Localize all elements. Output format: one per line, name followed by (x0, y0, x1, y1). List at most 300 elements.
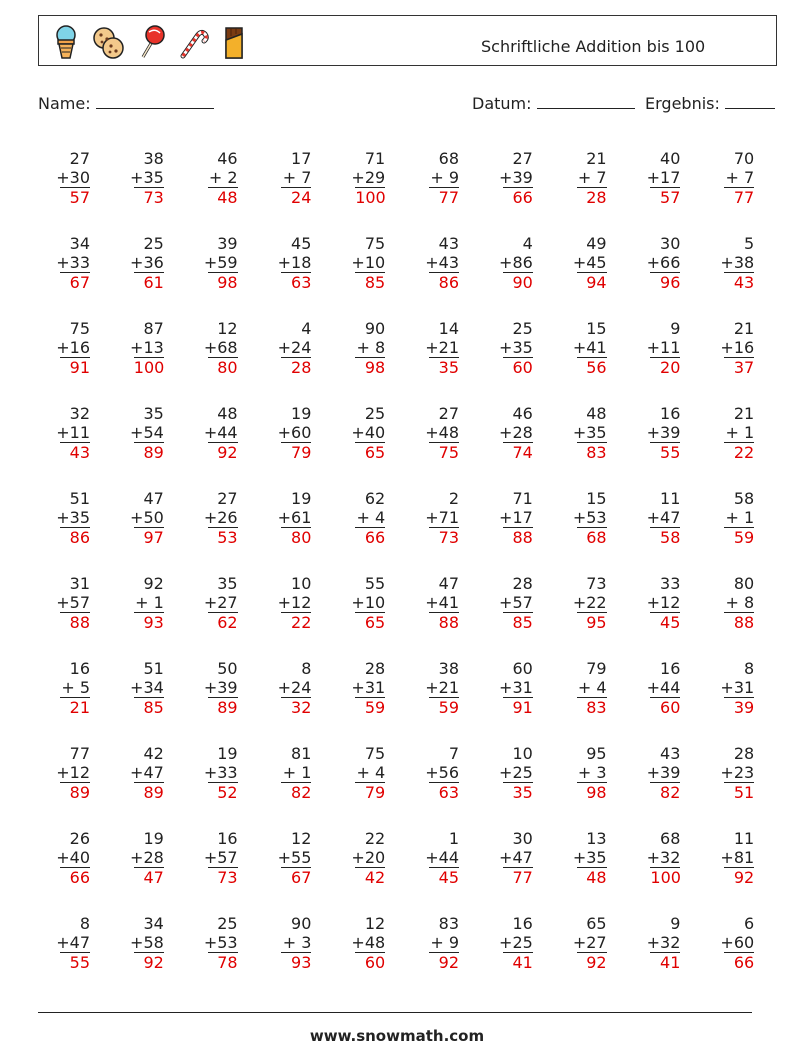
addition-problem (251, 659, 311, 717)
addend-2: +61 (277, 508, 312, 527)
addend-1: 95 (586, 744, 607, 763)
addend-2: + 1 (135, 593, 164, 612)
addition-problem (620, 744, 680, 802)
addend-1: 5 (744, 234, 755, 253)
answer: 66 (503, 187, 533, 207)
addition-problem (473, 404, 533, 462)
addition-problem (399, 744, 459, 802)
addend-2: +30 (56, 168, 90, 187)
answer: 57 (60, 187, 90, 207)
addition-problem (178, 404, 238, 462)
addend-2: +31 (499, 678, 533, 697)
addend-1: 14 (438, 319, 459, 338)
addend-1: 31 (69, 574, 90, 593)
addend-2: +29 (351, 168, 386, 187)
addend-2: +27 (572, 933, 607, 952)
addend-2: +86 (499, 253, 533, 272)
answer: 93 (281, 952, 311, 972)
addend-1: 90 (364, 319, 386, 338)
answer: 92 (429, 952, 459, 972)
addend-1: 27 (217, 489, 238, 508)
addition-problem (620, 659, 680, 717)
addend-2: +11 (646, 338, 681, 357)
addition-problem (251, 404, 311, 462)
addition-problem (547, 319, 607, 377)
answer: 43 (724, 272, 754, 292)
addition-problem (30, 489, 90, 547)
answer: 100 (355, 188, 386, 207)
addend-2: +17 (646, 168, 681, 187)
addend-2: +31 (351, 678, 386, 697)
answer: 98 (208, 272, 238, 292)
addition-problem (694, 829, 754, 887)
addition-problem (30, 659, 90, 717)
addition-problem (104, 914, 164, 972)
addend-1: 80 (733, 574, 755, 593)
addend-1: 90 (291, 914, 312, 933)
answer: 43 (60, 442, 90, 462)
addition-problem (399, 829, 459, 887)
addition-problem (30, 234, 90, 292)
addend-1: 19 (143, 829, 164, 848)
addend-1: 19 (217, 744, 238, 763)
addition-problem (694, 404, 754, 462)
addend-2: + 4 (577, 678, 607, 697)
addend-2: +32 (646, 848, 681, 867)
addend-1: 68 (438, 149, 459, 168)
answer: 45 (429, 867, 459, 887)
addition-problem (104, 319, 164, 377)
addend-2: +81 (720, 848, 755, 867)
addition-problem (325, 234, 385, 292)
addend-1: 25 (364, 404, 386, 423)
addend-1: 46 (512, 404, 533, 423)
addition-problem (694, 489, 754, 547)
answer: 86 (60, 527, 90, 547)
addend-1: 15 (586, 489, 607, 508)
addition-problem (178, 234, 238, 292)
addend-1: 79 (586, 659, 607, 678)
addend-2: +60 (720, 933, 755, 952)
answer: 32 (281, 697, 311, 717)
answer: 53 (208, 527, 238, 547)
addend-1: 34 (143, 914, 164, 933)
addend-2: +57 (499, 593, 533, 612)
addend-2: + 1 (725, 423, 755, 442)
addend-1: 38 (143, 149, 164, 168)
addend-1: 60 (512, 659, 533, 678)
addend-1: 25 (512, 319, 533, 338)
answer: 77 (503, 867, 533, 887)
addend-1: 25 (143, 234, 164, 253)
addend-2: +53 (572, 508, 607, 527)
addition-problem (473, 149, 533, 207)
addition-problem (325, 744, 385, 802)
addend-1: 1 (448, 829, 459, 848)
addend-2: +33 (56, 253, 90, 272)
addition-problem (473, 744, 533, 802)
addend-2: +40 (56, 848, 90, 867)
addition-problem (399, 659, 459, 717)
addend-1: 9 (670, 319, 681, 338)
addend-1: 7 (448, 744, 459, 763)
answer: 88 (429, 612, 459, 632)
addend-2: +28 (499, 423, 533, 442)
addend-1: 70 (733, 149, 755, 168)
addend-2: +57 (56, 593, 90, 612)
addend-1: 48 (586, 404, 607, 423)
answer: 60 (503, 357, 533, 377)
addend-1: 9 (670, 914, 681, 933)
addend-2: +35 (572, 848, 607, 867)
answer: 58 (650, 527, 680, 547)
addend-1: 33 (660, 574, 681, 593)
answer: 96 (650, 272, 680, 292)
addend-2: + 8 (356, 338, 386, 357)
addend-2: + 3 (577, 763, 607, 782)
addend-2: +68 (203, 338, 238, 357)
addend-2: + 7 (725, 168, 755, 187)
addend-2: +25 (499, 763, 533, 782)
addend-1: 48 (217, 404, 238, 423)
answer: 75 (429, 442, 459, 462)
answer: 100 (133, 358, 165, 377)
addend-2: +39 (203, 678, 238, 697)
answer: 48 (208, 187, 238, 207)
footer-site: www.snowmath.com (309, 1027, 485, 1045)
addend-2: +10 (351, 593, 386, 612)
addend-2: + 7 (282, 168, 312, 187)
answer: 20 (650, 357, 680, 377)
addend-2: +13 (130, 338, 164, 357)
addition-problem (620, 319, 680, 377)
addend-1: 17 (291, 149, 312, 168)
addend-2: +48 (425, 423, 459, 442)
answer: 79 (355, 782, 385, 802)
addend-2: + 1 (282, 763, 312, 782)
addend-2: + 9 (430, 168, 459, 187)
addition-problem (104, 829, 164, 887)
addend-1: 6 (744, 914, 755, 933)
addend-1: 65 (586, 914, 607, 933)
result-label: Ergebnis: (645, 94, 720, 113)
addend-1: 50 (217, 659, 238, 678)
addition-problem (547, 914, 607, 972)
addend-2: +36 (130, 253, 164, 272)
answer: 92 (208, 442, 238, 462)
answer: 88 (503, 527, 533, 547)
answer: 82 (281, 782, 311, 802)
addition-problem (251, 319, 311, 377)
addend-1: 10 (291, 574, 312, 593)
addend-2: +43 (425, 253, 459, 272)
addend-2: +12 (277, 593, 312, 612)
addend-1: 11 (733, 829, 755, 848)
addition-problem (178, 149, 238, 207)
answer: 63 (281, 272, 311, 292)
addend-1: 27 (512, 149, 533, 168)
addend-2: +27 (203, 593, 238, 612)
addend-2: +17 (499, 508, 533, 527)
addend-1: 83 (438, 914, 459, 933)
addend-2: +16 (56, 338, 90, 357)
addend-1: 27 (438, 404, 459, 423)
answer: 88 (60, 612, 90, 632)
addition-problem (178, 489, 238, 547)
addend-1: 42 (143, 744, 164, 763)
addition-problem (104, 234, 164, 292)
addition-problem (104, 744, 164, 802)
answer: 97 (134, 527, 164, 547)
answer: 35 (429, 357, 459, 377)
answer: 37 (724, 357, 754, 377)
answer: 89 (134, 782, 164, 802)
answer: 73 (429, 527, 459, 547)
addend-1: 34 (69, 234, 90, 253)
addend-1: 92 (143, 574, 164, 593)
addend-1: 16 (660, 659, 681, 678)
answer: 22 (281, 612, 311, 632)
addend-1: 62 (364, 489, 386, 508)
addition-problem (178, 659, 238, 717)
answer: 66 (355, 527, 385, 547)
addend-2: +47 (499, 848, 533, 867)
answer: 42 (355, 867, 385, 887)
addend-2: +21 (425, 678, 459, 697)
addend-2: +44 (425, 848, 459, 867)
answer: 56 (577, 357, 607, 377)
answer: 86 (429, 272, 459, 292)
answer: 85 (503, 612, 533, 632)
addition-problem (251, 829, 311, 887)
answer: 55 (60, 952, 90, 972)
addition-problem (547, 404, 607, 462)
addend-2: +35 (499, 338, 533, 357)
addition-problem (473, 489, 533, 547)
addend-1: 19 (291, 489, 312, 508)
answer: 59 (429, 697, 459, 717)
addition-problem (620, 404, 680, 462)
addend-1: 35 (143, 404, 164, 423)
answer: 73 (134, 187, 164, 207)
addition-problem (473, 234, 533, 292)
answer: 52 (208, 782, 238, 802)
addend-1: 28 (512, 574, 533, 593)
answer: 60 (650, 697, 680, 717)
addition-problem (399, 149, 459, 207)
addend-1: 8 (744, 659, 755, 678)
addend-1: 25 (217, 914, 238, 933)
answer: 92 (724, 867, 754, 887)
addend-1: 21 (733, 319, 755, 338)
addend-2: + 4 (356, 763, 386, 782)
answer: 90 (503, 272, 533, 292)
addend-2: +24 (277, 678, 312, 697)
addition-problem (178, 744, 238, 802)
addend-1: 32 (69, 404, 90, 423)
addition-problem (30, 404, 90, 462)
addend-1: 38 (438, 659, 459, 678)
addend-1: 27 (69, 149, 90, 168)
addend-1: 30 (512, 829, 533, 848)
answer: 73 (208, 867, 238, 887)
addition-problem (620, 829, 680, 887)
addition-problem (178, 574, 238, 632)
answer: 22 (724, 442, 754, 462)
addend-2: +33 (203, 763, 238, 782)
addend-2: +18 (277, 253, 312, 272)
answer: 55 (650, 442, 680, 462)
addend-1: 58 (733, 489, 755, 508)
addend-2: +71 (425, 508, 459, 527)
addition-problem (547, 234, 607, 292)
addend-1: 43 (660, 744, 681, 763)
answer: 28 (577, 187, 607, 207)
addition-problem (325, 489, 385, 547)
addend-1: 8 (301, 659, 312, 678)
addition-problem (694, 744, 754, 802)
answer: 47 (134, 867, 164, 887)
addition-problem (30, 149, 90, 207)
addend-2: +47 (130, 763, 164, 782)
addend-2: +56 (425, 763, 459, 782)
addition-problem (547, 489, 607, 547)
addition-problem (694, 234, 754, 292)
addend-2: +34 (130, 678, 164, 697)
addend-2: + 7 (577, 168, 607, 187)
answer: 94 (577, 272, 607, 292)
addition-problem (547, 659, 607, 717)
addition-problem (30, 914, 90, 972)
addend-2: +23 (720, 763, 755, 782)
addition-problem (473, 574, 533, 632)
addition-problem (325, 829, 385, 887)
addend-1: 47 (143, 489, 164, 508)
addition-problem (694, 319, 754, 377)
addition-problem (178, 914, 238, 972)
addend-1: 39 (217, 234, 238, 253)
answer: 28 (281, 357, 311, 377)
addend-2: + 1 (725, 508, 755, 527)
addition-problem (620, 574, 680, 632)
addend-1: 51 (143, 659, 164, 678)
addend-2: +39 (646, 423, 681, 442)
answer: 39 (724, 697, 754, 717)
addend-1: 75 (364, 744, 386, 763)
answer: 48 (577, 867, 607, 887)
addition-problem (694, 914, 754, 972)
addend-2: +66 (646, 253, 681, 272)
addend-1: 71 (512, 489, 533, 508)
answer: 85 (355, 272, 385, 292)
addend-2: +44 (646, 678, 681, 697)
addition-problem (473, 319, 533, 377)
addition-problem (104, 659, 164, 717)
addend-1: 81 (291, 744, 312, 763)
addend-1: 47 (438, 574, 459, 593)
answer: 91 (503, 697, 533, 717)
addition-problem (251, 574, 311, 632)
addend-2: +58 (130, 933, 164, 952)
addend-1: 16 (512, 914, 533, 933)
addition-problem (30, 744, 90, 802)
addition-problem (694, 149, 754, 207)
addend-1: 75 (69, 319, 90, 338)
addend-1: 51 (69, 489, 90, 508)
addition-problem (620, 914, 680, 972)
addition-problem (325, 319, 385, 377)
addend-1: 16 (660, 404, 681, 423)
answer: 92 (134, 952, 164, 972)
addition-problem (473, 914, 533, 972)
addend-2: +40 (351, 423, 386, 442)
addition-problem (178, 829, 238, 887)
addition-problem (620, 489, 680, 547)
addend-1: 68 (660, 829, 681, 848)
addition-problem (30, 829, 90, 887)
addend-2: +28 (130, 848, 164, 867)
answer: 21 (60, 697, 90, 717)
footer-divider (38, 1012, 752, 1013)
addend-1: 21 (586, 149, 607, 168)
addend-2: +41 (425, 593, 459, 612)
answer: 59 (355, 697, 385, 717)
addend-1: 26 (69, 829, 90, 848)
addition-problem (399, 489, 459, 547)
addition-problem (325, 914, 385, 972)
addend-2: +21 (425, 338, 459, 357)
answer: 83 (577, 697, 607, 717)
answer: 60 (355, 952, 385, 972)
answer: 68 (577, 527, 607, 547)
addend-1: 77 (69, 744, 90, 763)
addition-problem (104, 574, 164, 632)
answer: 59 (724, 527, 754, 547)
addition-problem (399, 404, 459, 462)
addend-1: 55 (364, 574, 386, 593)
addend-1: 46 (217, 149, 238, 168)
addition-problem (473, 659, 533, 717)
addend-1: 75 (364, 234, 386, 253)
addend-2: +35 (56, 508, 90, 527)
addition-problem (547, 829, 607, 887)
addition-problem (104, 489, 164, 547)
addition-problem (30, 574, 90, 632)
addition-problem (104, 149, 164, 207)
addend-2: +39 (499, 168, 533, 187)
answer: 89 (134, 442, 164, 462)
addend-2: +16 (720, 338, 755, 357)
addend-2: +50 (130, 508, 164, 527)
addend-1: 28 (733, 744, 755, 763)
addition-problem (325, 574, 385, 632)
addend-2: +41 (572, 338, 607, 357)
answer: 57 (650, 187, 680, 207)
answer: 89 (208, 697, 238, 717)
addend-2: + 9 (430, 933, 459, 952)
addition-problem (251, 149, 311, 207)
answer: 98 (577, 782, 607, 802)
addend-1: 43 (438, 234, 459, 253)
addition-problem (325, 149, 385, 207)
addend-1: 12 (217, 319, 238, 338)
addend-1: 16 (217, 829, 238, 848)
answer: 45 (650, 612, 680, 632)
answer: 77 (724, 187, 754, 207)
answer: 89 (60, 782, 90, 802)
answer: 65 (355, 612, 385, 632)
addition-problem (251, 914, 311, 972)
